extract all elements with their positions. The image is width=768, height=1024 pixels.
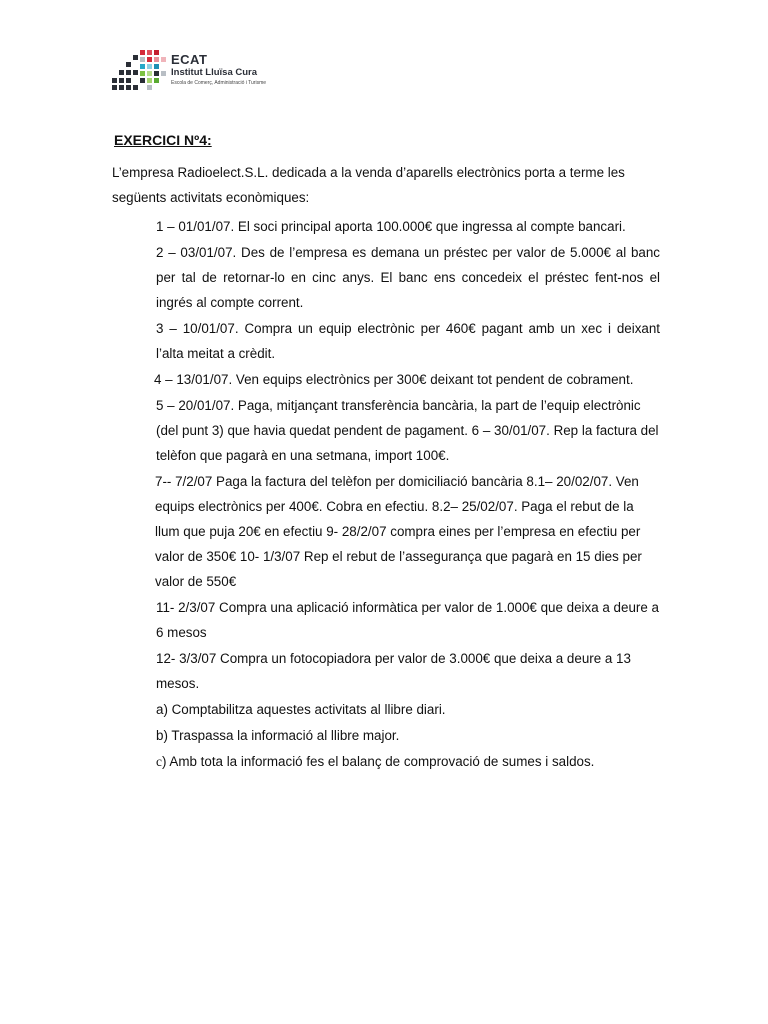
logo-mosaic-icon (110, 48, 168, 96)
activity-item: 7-- 7/2/07 Paga la factura del telèfon per domiciliació bancària 8.1– 20/02/07. Ven equips electrònics per 400€. Cobra en efectiu. 8.2– 25/02/07. Paga el rebut de la llum que puja 20€ en efectiu 9- 28/2/07 compra eines per l’empresa en efectiu per valor de 350€ 10- 1/3/07 Rep el rebut de l’assegurança que pagarà en 15 dies per valor de 550€ (155, 474, 642, 589)
ecat-logo (110, 48, 280, 96)
exercise-title: EXERCICI Nº4: (114, 132, 212, 148)
activity-item: 12- 3/3/07 Compra un fotocopiadora per valor de 3.000€ que deixa a deure a 13 mesos. (156, 651, 631, 691)
task-c-letter: c (156, 754, 162, 769)
exercise-body (112, 128, 660, 775)
activity-item: 3 – 10/01/07. Compra un equip electrònic per 460€ pagant amb un xec i deixant l’alta meitat a crèdit. (156, 321, 660, 361)
activity-item: 11- 2/3/07 Compra una aplicació informàtica per valor de 1.000€ que deixa a deure a 6 mesos (156, 600, 659, 640)
exercise-intro: L’empresa Radioelect.S.L. dedicada a la venda d’aparells electrònics porta a terme les següents activitats econòmiques: (112, 165, 625, 205)
activity-item: 4 – 13/01/07. Ven equips electrònics per 300€ deixant tot pendent de cobrament. (154, 372, 634, 387)
task-item: a) Comptabilitza aquestes activitats al llibre diari. (156, 702, 446, 717)
logo-subtitle: Escola de Comerç, Administració i Turisme (171, 80, 267, 86)
logo-institute: Institut Lluïsa Cura (171, 67, 258, 78)
activity-item: 5 – 20/01/07. Paga, mitjançant transferència bancària, la part de l’equip electrònic (del punt 3) que havia quedat pendent de pagament. 6 – 30/01/07. Rep la factura del telèfon que pagarà en una setmana, import 100€. (156, 398, 659, 463)
activity-item: 2 – 03/01/07. Des de l’empresa es demana un préstec per valor de 5.000€ al banc per tal de retornar-lo en cinc anys. El banc ens concedeix el préstec fent-nos el ingrés al compte corrent. (156, 245, 660, 310)
task-item: b) Traspassa la informació al llibre major. (156, 728, 400, 743)
task-c-text: ) Amb tota la informació fes el balanç de comprovació de sumes i saldos. (161, 754, 595, 769)
activity-item: 1 – 01/01/07. El soci principal aporta 100.000€ que ingressa al compte bancari. (156, 219, 626, 234)
task-item (156, 749, 660, 774)
logo-name: ECAT (171, 52, 208, 67)
